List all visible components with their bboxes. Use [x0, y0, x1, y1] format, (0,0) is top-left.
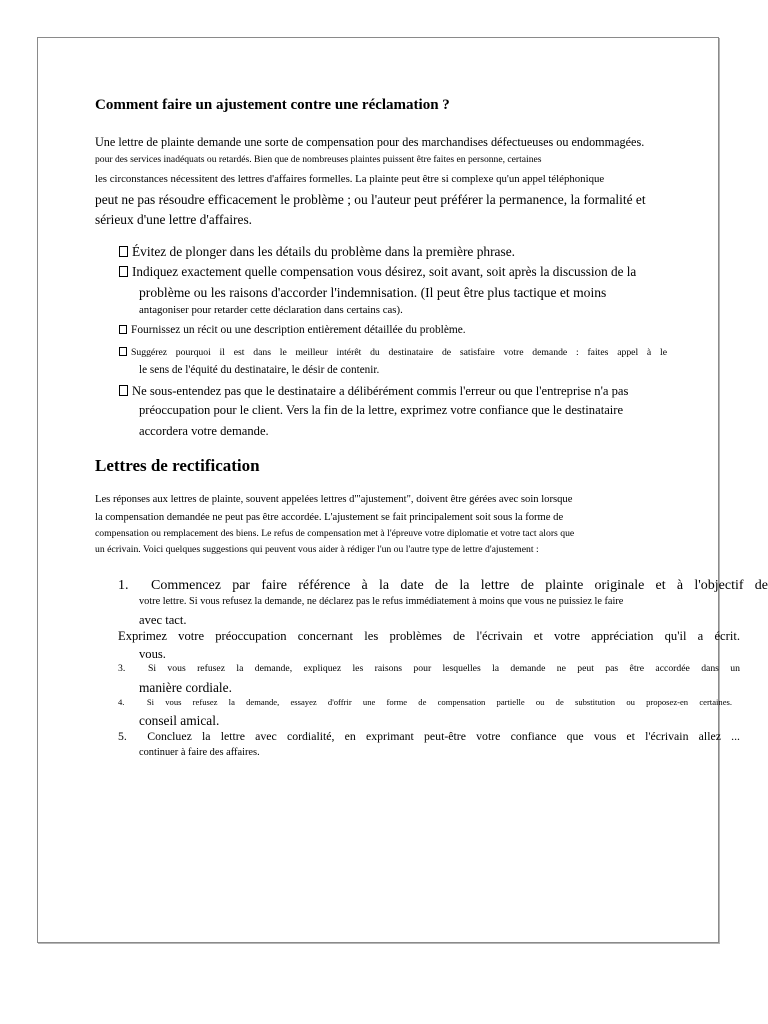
bullet-text: antagoniser pour retarder cette déclaration dans certains cas).	[139, 304, 403, 316]
list-item-continuation: vous.	[139, 647, 166, 661]
paragraph-line: pour des services inadéquats ou retardés. Bien que de nombreuses plaintes puissent être faites en personne, certaines	[95, 154, 542, 165]
bullet-text: Fournissez un récit ou une description entièrement détaillée du problème.	[131, 324, 466, 336]
list-item: 1. Commencez par faire référence à la date de la lettre de plainte originale et à l'objectif de	[118, 578, 768, 593]
paragraph-line: Une lettre de plainte demande une sorte de compensation pour des marchandises défectueuses ou endommagées.	[95, 135, 645, 149]
list-item-continuation: continuer à faire des affaires.	[139, 747, 260, 758]
paragraph-line: la compensation demandée ne peut pas être accordée. L'ajustement se fait principalement soit sous la forme de	[95, 512, 564, 523]
bullet-item	[119, 265, 636, 278]
bullet-box-icon	[119, 266, 128, 277]
bullet-item	[119, 325, 466, 336]
bullet-text: Suggérez pourquoi il est dans le meilleur intérêt du destinataire de satisfaire votre demande : faites appel à le	[131, 347, 667, 358]
bullet-item	[119, 385, 628, 398]
bullet-box-icon	[119, 347, 127, 356]
bullet-text: Indiquez exactement quelle compensation vous désirez, soit avant, soit après la discussion de la	[132, 264, 637, 279]
bullet-text: Ne sous-entendez pas que le destinataire a délibérément commis l'erreur ou que l'entreprise n'a pas	[132, 384, 629, 398]
bullet-box-icon	[119, 246, 128, 257]
list-item-continuation: conseil amical.	[139, 713, 220, 728]
list-item-continuation: avec tact.	[139, 613, 187, 627]
bullet-text: accordera votre demande.	[139, 424, 269, 438]
bullet-text: problème ou les raisons d'accorder l'indemnisation. (Il peut être plus tactique et moins	[139, 285, 607, 300]
list-item: 3. Si vous refusez la demande, expliquez les raisons pour lesquelles la demande ne peut pas être accordée dans un	[118, 663, 740, 674]
bullet-item	[119, 347, 667, 358]
list-item: 5. Concluez la lettre avec cordialité, en exprimant peut-être votre confiance que vous et l'écrivain allez ...	[118, 729, 740, 743]
paragraph-line: sérieux d'une lettre d'affaires.	[95, 212, 253, 227]
paragraph-line: compensation ou remplacement des biens. Le refus de compensation met à l'épreuve votre diplomatie et votre tact alors que	[95, 528, 575, 539]
paragraph-line: peut ne pas résoudre efficacement le problème ; ou l'auteur peut préférer la permanence, la formalité et	[95, 192, 646, 207]
section-title: Lettres de rectification	[95, 456, 260, 475]
bullet-text: préoccupation pour le client. Vers la fin de la lettre, exprimez votre confiance que le destinataire	[139, 403, 624, 417]
bullet-text: Évitez de plonger dans les détails du problème dans la première phrase.	[132, 244, 515, 259]
bullet-text: le sens de l'équité du destinataire, le désir de contenir.	[139, 364, 380, 376]
list-item: 4. Si vous refusez la demande, essayez d'offrir une forme de compensation partielle ou de substitution ou proposez-en certaines.	[118, 697, 732, 707]
bullet-box-icon	[119, 385, 128, 396]
list-item-continuation: manière cordiale.	[139, 680, 232, 695]
list-item: Exprimez votre préoccupation concernant les problèmes de l'écrivain et votre appréciation qu'il a écrit.	[118, 629, 740, 643]
bullet-box-icon	[119, 325, 127, 334]
section-title: Comment faire un ajustement contre une réclamation ?	[95, 97, 450, 113]
paragraph-line: un écrivain. Voici quelques suggestions qui peuvent vous aider à rédiger l'un ou l'autre type de lettre d'ajustement :	[95, 544, 539, 555]
bullet-item	[119, 245, 515, 258]
paragraph-line: les circonstances nécessitent des lettres d'affaires formelles. La plainte peut être si complexe qu'un appel téléphonique	[95, 173, 605, 185]
list-item-continuation: votre lettre. Si vous refusez la demande, ne déclarez pas le refus immédiatement à moins que vous ne puissiez le faire	[139, 596, 624, 607]
paragraph-line: Les réponses aux lettres de plainte, souvent appelées lettres d'"ajustement", doivent être gérées avec soin lorsque	[95, 494, 573, 505]
